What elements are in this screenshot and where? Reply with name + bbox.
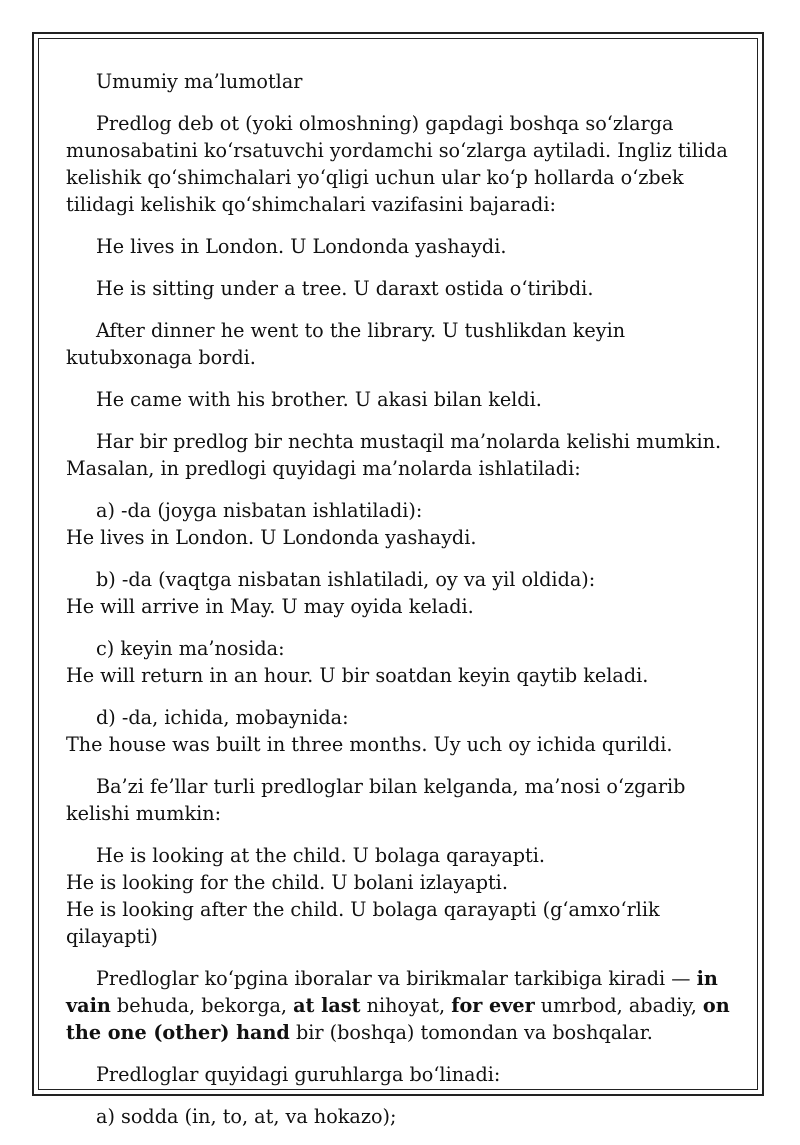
verb-example-3: He is looking after the child. U bolaga qarayapti (g‘amxo‘rlik qilayapti): [66, 898, 660, 948]
example-4: He came with his brother. U akasi bilan keldi.: [96, 388, 542, 411]
meaning-c-block: [66, 635, 736, 689]
verb-example-2: He is looking for the child. U bolani izlayapti.: [66, 871, 508, 894]
meaning-b-block: [66, 566, 736, 620]
document-body: [66, 68, 736, 1145]
groups-paragraph: Predloglar quyidagi guruhlarga bo‘linadi:: [96, 1063, 501, 1086]
phrase-in-vain: in vain: [66, 967, 718, 1017]
meaning-b-example: He will arrive in May. U may oyida keladi.: [66, 595, 474, 618]
meaning-c-label: c) keyin ma’nosida:: [96, 637, 285, 660]
meaning-a-block: [66, 497, 736, 551]
example-3: After dinner he went to the library. U tushlikdan keyin kutubxonaga bordi.: [66, 319, 626, 369]
phrase-at-last: at last: [293, 994, 361, 1017]
meaning-a-example: He lives in London. U Londonda yashaydi.: [66, 526, 477, 549]
meanings-paragraph: Har bir predlog bir nechta mustaqil ma’nolarda kelishi mumkin. Masalan, in predlogi quyidagi ma’nolarda ishlatiladi:: [66, 430, 722, 480]
group-a: a) sodda (in, to, at, va hokazo);: [96, 1105, 397, 1128]
phrase-in-vain-meaning: behuda, bekorga,: [110, 994, 294, 1017]
verbs-paragraph: Ba’zi fe’llar turli predloglar bilan kelganda, ma’nosi o‘zgarib kelishi mumkin:: [66, 775, 686, 825]
verb-examples-block: [66, 842, 736, 950]
meaning-d-example: The house was built in three months. Uy uch oy ichida qurildi.: [66, 733, 673, 756]
meaning-a-label: a) -da (joyga nisbatan ishlatiladi):: [96, 499, 423, 522]
phrase-at-last-meaning: nihoyat,: [360, 994, 452, 1017]
phrase-for-ever: for ever: [451, 994, 535, 1017]
example-2: He is sitting under a tree. U daraxt ostida o‘tiribdi.: [96, 277, 594, 300]
example-1: He lives in London. U Londonda yashaydi.: [96, 235, 507, 258]
meaning-d-label: d) -da, ichida, mobaynida:: [96, 706, 349, 729]
section-heading: Umumiy ma’lumotlar: [96, 70, 303, 93]
intro-paragraph: Predlog deb ot (yoki olmoshning) gapdagi boshqa so‘zlarga munosabatini ko‘rsatuvchi yordamchi so‘zlarga aytiladi. Ingliz tilida kelishik qo‘shimchalari yo‘qligi uchun ular ko‘p hollarda o‘zbek tilidagi kelishik qo‘shimchalari vazifasini bajaradi:: [66, 112, 728, 216]
phrase-on-the-one-hand: on the one (other) hand: [66, 994, 730, 1044]
meaning-b-label: b) -da (vaqtga nisbatan ishlatiladi, oy va yil oldida):: [96, 568, 596, 591]
phrase-on-the-one-hand-meaning: bir (boshqa) tomondan va boshqalar.: [289, 1021, 653, 1044]
phrase-for-ever-meaning: umrbod, abadiy,: [534, 994, 703, 1017]
phrases-intro: Predloglar ko‘pgina iboralar va birikmalar tarkibiga kiradi —: [96, 967, 697, 990]
meaning-c-example: He will return in an hour. U bir soatdan keyin qaytib keladi.: [66, 664, 649, 687]
phrases-paragraph: [66, 965, 736, 1046]
verb-example-1: He is looking at the child. U bolaga qarayapti.: [96, 844, 545, 867]
meaning-d-block: [66, 704, 736, 758]
